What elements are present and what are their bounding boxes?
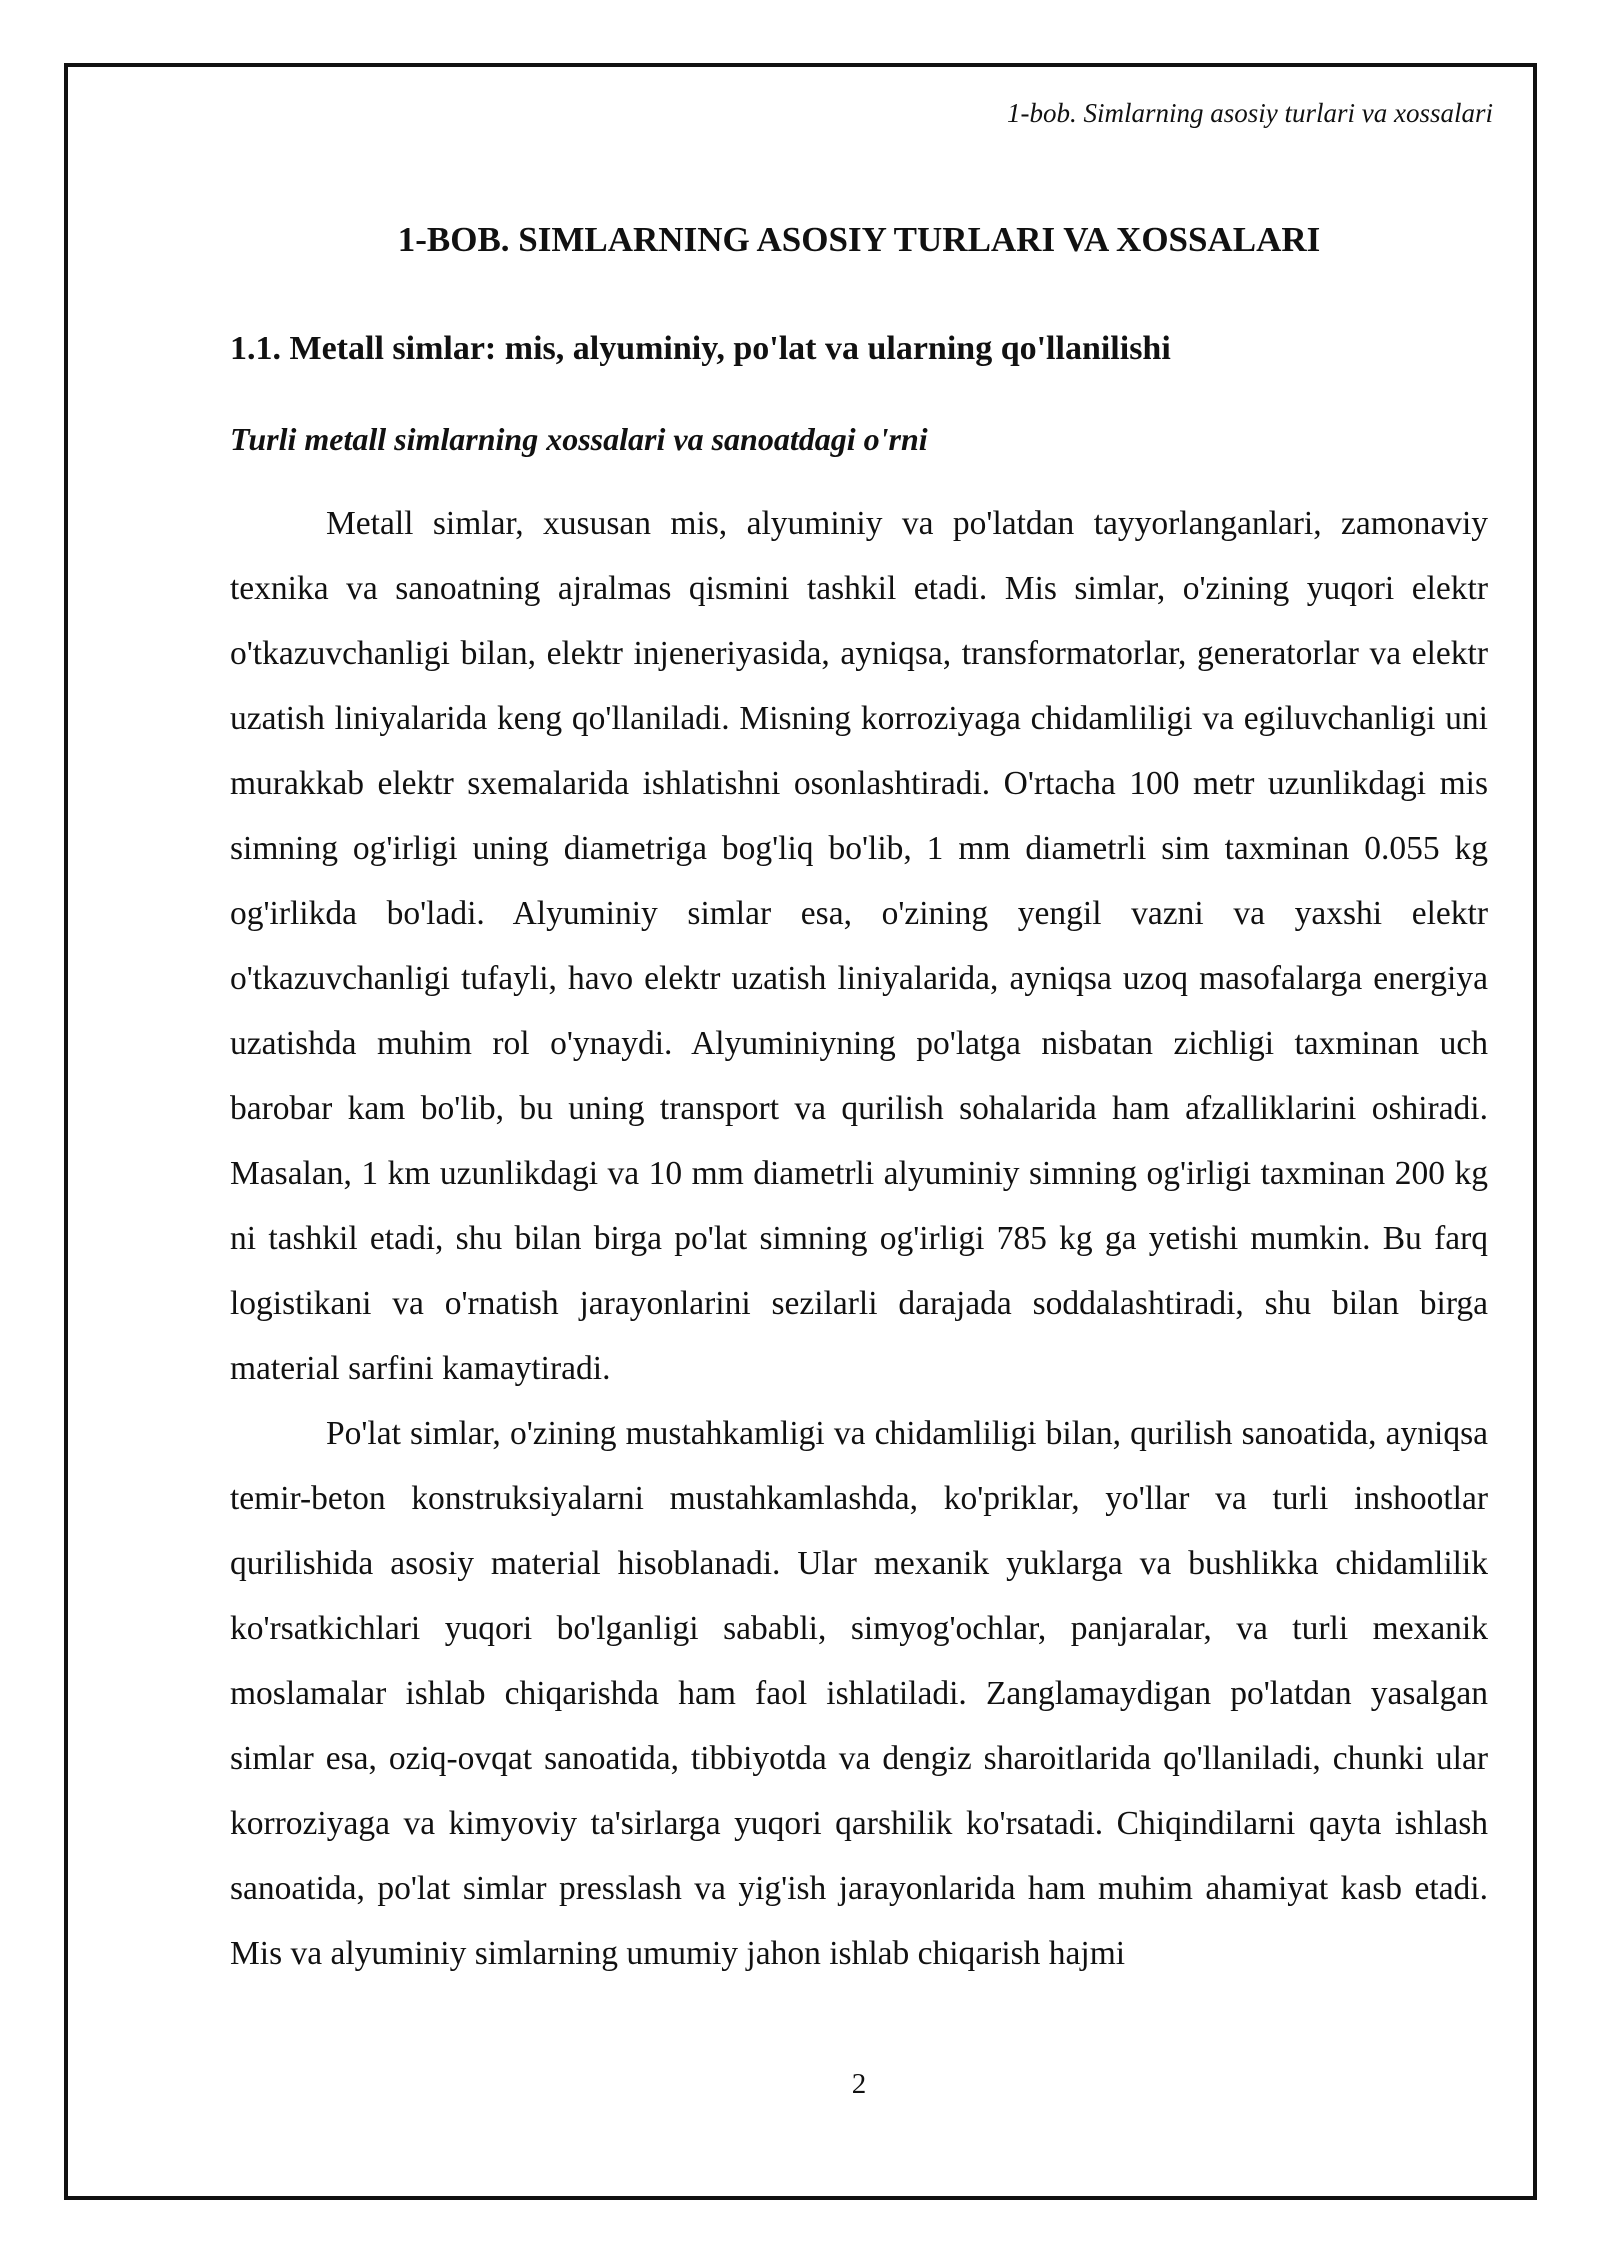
running-header: 1-bob. Simlarning asosiy turlari va xossalari <box>1006 98 1493 128</box>
chapter-title: 1-BOB. SIMLARNING ASOSIY TURLARI VA XOSSALARI <box>397 220 1321 259</box>
paragraph-2: Po'lat simlar, o'zining mustahkamligi va chidamliligi bilan, qurilish sanoatida, ayniqsa temir-beton konstruksiyalarni mustahkamlashda, ko'priklar, yo'llar va turli inshootlar qurilishida asosiy material hisoblanadi. Ular mexanik yuklarga va bushlikka chidamlilik ko'rsatkichlari yuqori bo'lganligi sababli, simyog'ochlar, panjaralar, va turli mexanik moslamalar ishlab chiqarishda ham faol ishlatiladi. Zanglamaydigan po'latdan yasalgan simlar esa, oziq-ovqat sanoatida, tibbiyotda va dengiz sharoitlarida qo'llaniladi, chunki ular korroziyaga va kimyoviy ta'sirlarga yuqori qarshilik ko'rsatadi. Chiqindilarni qayta ishlash sanoatida, po'lat simlar presslash va yig'ish jarayonlarida ham muhim ahamiyat kasb etadi. Mis va alyuminiy simlarning umumiy jahon ishlab chiqarish hajmi <box>230 1415 1488 1972</box>
subsection-heading: Turli metall simlarning xossalari va sanoatdagi o'rni <box>230 421 928 457</box>
page-number: 2 <box>851 2068 867 2100</box>
section-heading: 1.1. Metall simlar: mis, alyuminiy, po'lat va ularning qo'llanilishi <box>230 330 1171 367</box>
paragraph-1: Metall simlar, xususan mis, alyuminiy va po'latdan tayyorlanganlari, zamonaviy texnika va sanoatning ajralmas qismini tashkil etadi. Mis simlar, o'zining yuqori elektr o'tkazuvchanligi bilan, elektr injeneriyasida, ayniqsa, transformatorlar, generatorlar va elektr uzatish liniyalarida keng qo'llaniladi. Misning korroziyaga chidamliligi va egiluvchanligi uni murakkab elektr sxemalarida ishlatishni osonlashtiradi. O'rtacha 100 metr uzunlikdagi mis simning og'irligi uning diametriga bog'liq bo'lib, 1 mm diametrli sim taxminan 0.055 kg og'irlikda bo'ladi. Alyuminiy simlar esa, o'zining yengil vazni va yaxshi elektr o'tkazuvchanligi tufayli, havo elektr uzatish liniyalarida, ayniqsa uzoq masofalarga energiya uzatishda muhim rol o'ynaydi. Alyuminiyning po'latga nisbatan zichligi taxminan uch barobar kam bo'lib, bu uning transport va qurilish sohalarida ham afzalliklarini oshiradi. Masalan, 1 km uzunlikdagi va 10 mm diametrli alyuminiy simning og'irligi taxminan 200 kg ni tashkil etadi, shu bilan birga po'lat simning og'irligi 785 kg ga yetishi mumkin. Bu farq logistikani va o'rnatish jarayonlarini sezilarli darajada soddalashtiradi, shu bilan birga material sarfini kamaytiradi. <box>230 505 1488 1387</box>
body-text <box>230 491 1488 1986</box>
